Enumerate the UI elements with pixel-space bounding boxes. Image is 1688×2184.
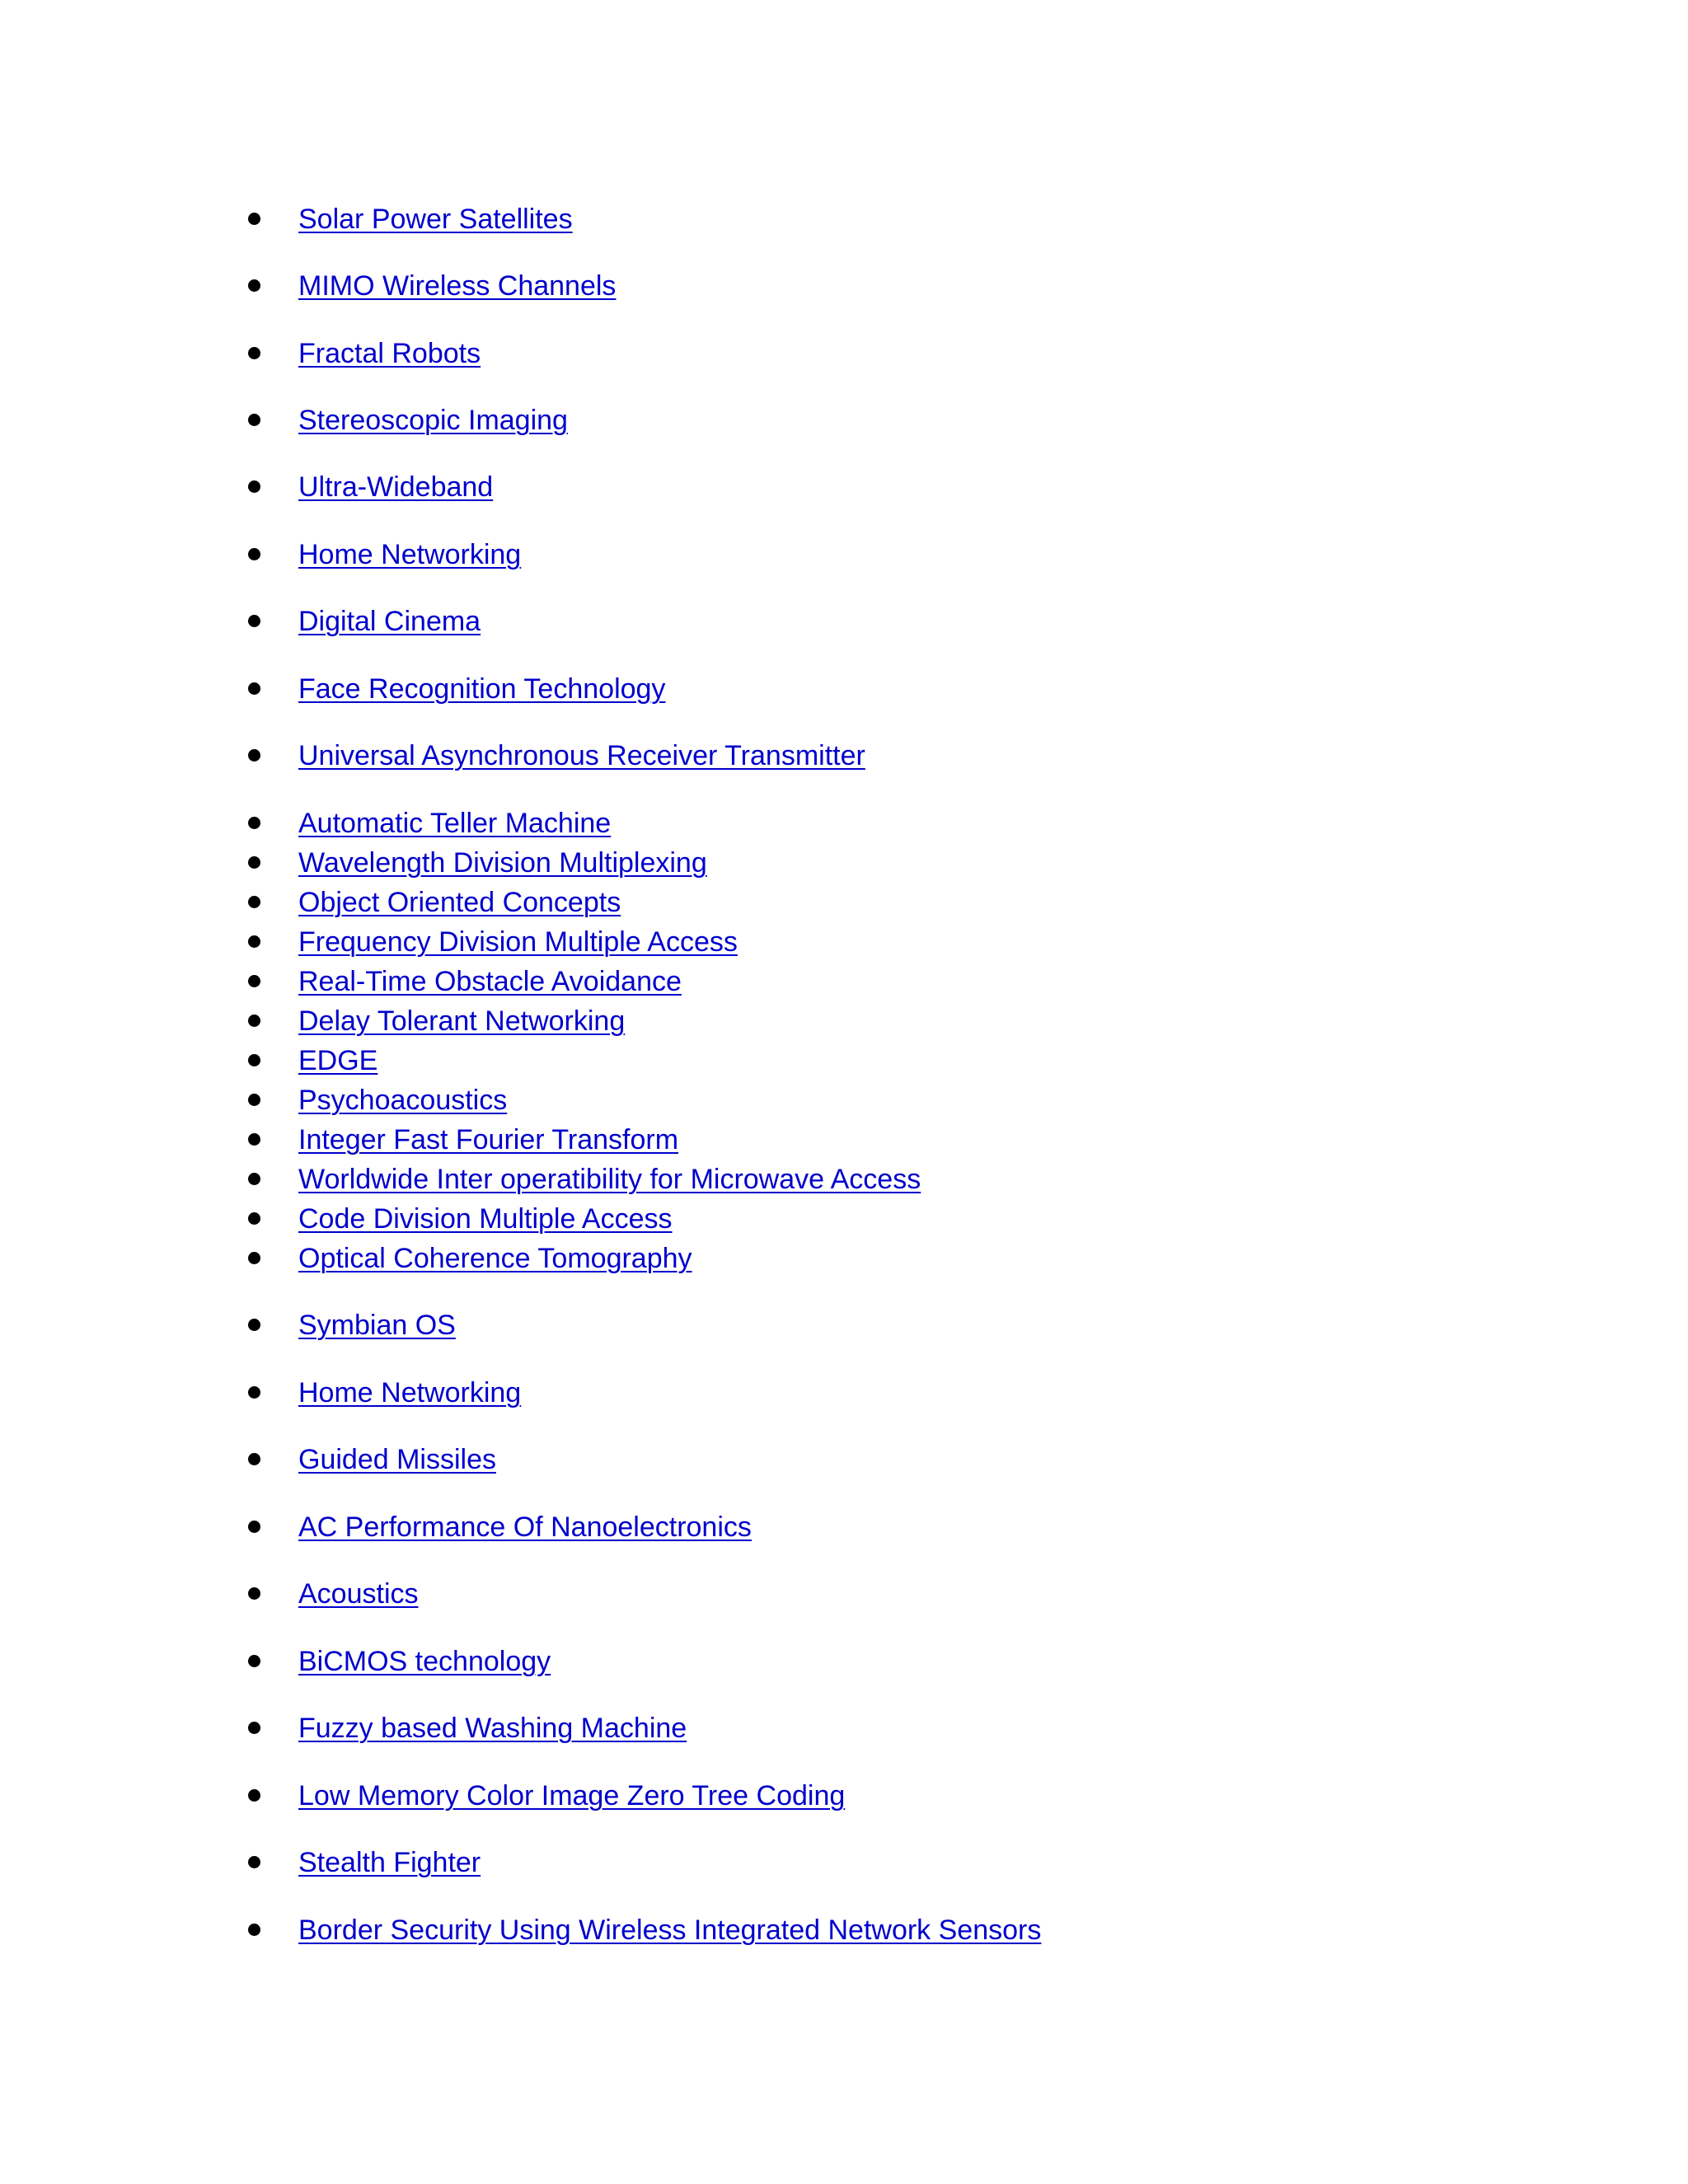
bullet-icon (248, 1655, 260, 1667)
list-item (0, 269, 1236, 306)
list-item (0, 1005, 1236, 1041)
topic-link[interactable]: Stealth Fighter (298, 1847, 481, 1878)
topic-link[interactable]: Optical Coherence Tomography (298, 1243, 692, 1274)
list-item (0, 1202, 1236, 1239)
topic-link[interactable]: Integer Fast Fourier Transform (298, 1124, 679, 1155)
list-item (0, 739, 1236, 776)
topic-link[interactable]: Low Memory Color Image Zero Tree Coding (298, 1780, 846, 1811)
topic-link[interactable]: Frequency Division Multiple Access (298, 926, 738, 958)
bullet-icon (248, 1133, 260, 1146)
list-item (0, 1577, 1236, 1614)
topic-link[interactable]: Wavelength Division Multiplexing (298, 847, 707, 879)
topic-link[interactable]: Guided Missiles (298, 1444, 496, 1475)
bullet-icon (248, 615, 260, 627)
bullet-icon (248, 1319, 260, 1331)
bullet-icon (248, 347, 260, 359)
list-item (0, 1914, 1236, 1950)
topic-link[interactable]: Ultra-Wideband (298, 471, 494, 503)
list-item (0, 1376, 1236, 1413)
topic-link[interactable]: Solar Power Satellites (298, 204, 573, 235)
list-item (0, 1309, 1236, 1345)
list-item (0, 538, 1236, 574)
bullet-icon (248, 896, 260, 908)
list-item (0, 203, 1236, 239)
topic-link[interactable]: Digital Cinema (298, 606, 481, 637)
bullet-icon (248, 1587, 260, 1600)
topic-link[interactable]: Automatic Teller Machine (298, 808, 612, 839)
topic-link[interactable]: Symbian OS (298, 1310, 456, 1341)
bullet-icon (248, 1521, 260, 1533)
list-item (0, 1645, 1236, 1681)
list-item (0, 965, 1236, 1001)
list-item (0, 1443, 1236, 1479)
bullet-icon (248, 935, 260, 948)
list-item (0, 673, 1236, 709)
list-item (0, 1163, 1236, 1199)
bullet-icon (248, 1924, 260, 1936)
bullet-icon (248, 414, 260, 426)
topic-link[interactable]: AC Performance Of Nanoelectronics (298, 1511, 752, 1543)
bullet-icon (248, 975, 260, 987)
topic-link[interactable]: Code Division Multiple Access (298, 1203, 673, 1235)
list-item (0, 1511, 1236, 1547)
topic-link[interactable]: Object Oriented Concepts (298, 887, 621, 918)
topic-link[interactable]: MIMO Wireless Channels (298, 270, 617, 302)
bullet-icon (248, 1386, 260, 1399)
list-item (0, 807, 1236, 843)
list-item (0, 1779, 1236, 1816)
list-item (0, 846, 1236, 883)
bullet-icon (248, 1453, 260, 1465)
bullet-icon (248, 213, 260, 225)
list-item (0, 926, 1236, 962)
list-item (0, 1712, 1236, 1748)
bullet-icon (248, 817, 260, 829)
list-item (0, 1084, 1236, 1120)
topic-link[interactable]: Universal Asynchronous Receiver Transmitter (298, 740, 865, 771)
bullet-icon (248, 1252, 260, 1264)
topic-link[interactable]: Home Networking (298, 1377, 522, 1408)
bullet-icon (248, 1094, 260, 1106)
topic-link[interactable]: Border Security Using Wireless Integrated Network Sensors (298, 1915, 1042, 1946)
list-item (0, 605, 1236, 641)
list-item (0, 1044, 1236, 1080)
topic-link[interactable]: Stereoscopic Imaging (298, 405, 568, 436)
list-item (0, 404, 1236, 440)
topic-link[interactable]: Home Networking (298, 539, 522, 570)
topic-link[interactable]: Fractal Robots (298, 338, 481, 369)
bullet-icon (248, 1856, 260, 1868)
bullet-icon (248, 1789, 260, 1802)
bullet-icon (248, 279, 260, 292)
bullet-icon (248, 480, 260, 493)
topic-link[interactable]: Real-Time Obstacle Avoidance (298, 966, 682, 997)
list-item (0, 886, 1236, 922)
topic-link[interactable]: Fuzzy based Washing Machine (298, 1713, 687, 1744)
bullet-icon (248, 1212, 260, 1225)
bullet-icon (248, 1722, 260, 1734)
bullet-icon (248, 856, 260, 869)
bullet-icon (248, 1015, 260, 1027)
bullet-icon (248, 749, 260, 762)
topic-link[interactable]: Acoustics (298, 1578, 419, 1610)
list-item (0, 1123, 1236, 1160)
list-item (0, 471, 1236, 507)
list-item (0, 337, 1236, 373)
bullet-icon (248, 1054, 260, 1066)
topic-link[interactable]: Face Recognition Technology (298, 673, 666, 705)
topic-link[interactable]: Worldwide Inter operatibility for Microwave Access (298, 1164, 921, 1195)
bullet-icon (248, 548, 260, 560)
topic-link[interactable]: BiCMOS technology (298, 1646, 551, 1677)
bullet-icon (248, 1173, 260, 1185)
list-item (0, 1242, 1236, 1278)
list-item (0, 1846, 1236, 1882)
topic-link[interactable]: Delay Tolerant Networking (298, 1005, 626, 1037)
topic-link[interactable]: EDGE (298, 1045, 378, 1076)
bullet-icon (248, 682, 260, 695)
topic-link[interactable]: Psychoacoustics (298, 1085, 508, 1116)
